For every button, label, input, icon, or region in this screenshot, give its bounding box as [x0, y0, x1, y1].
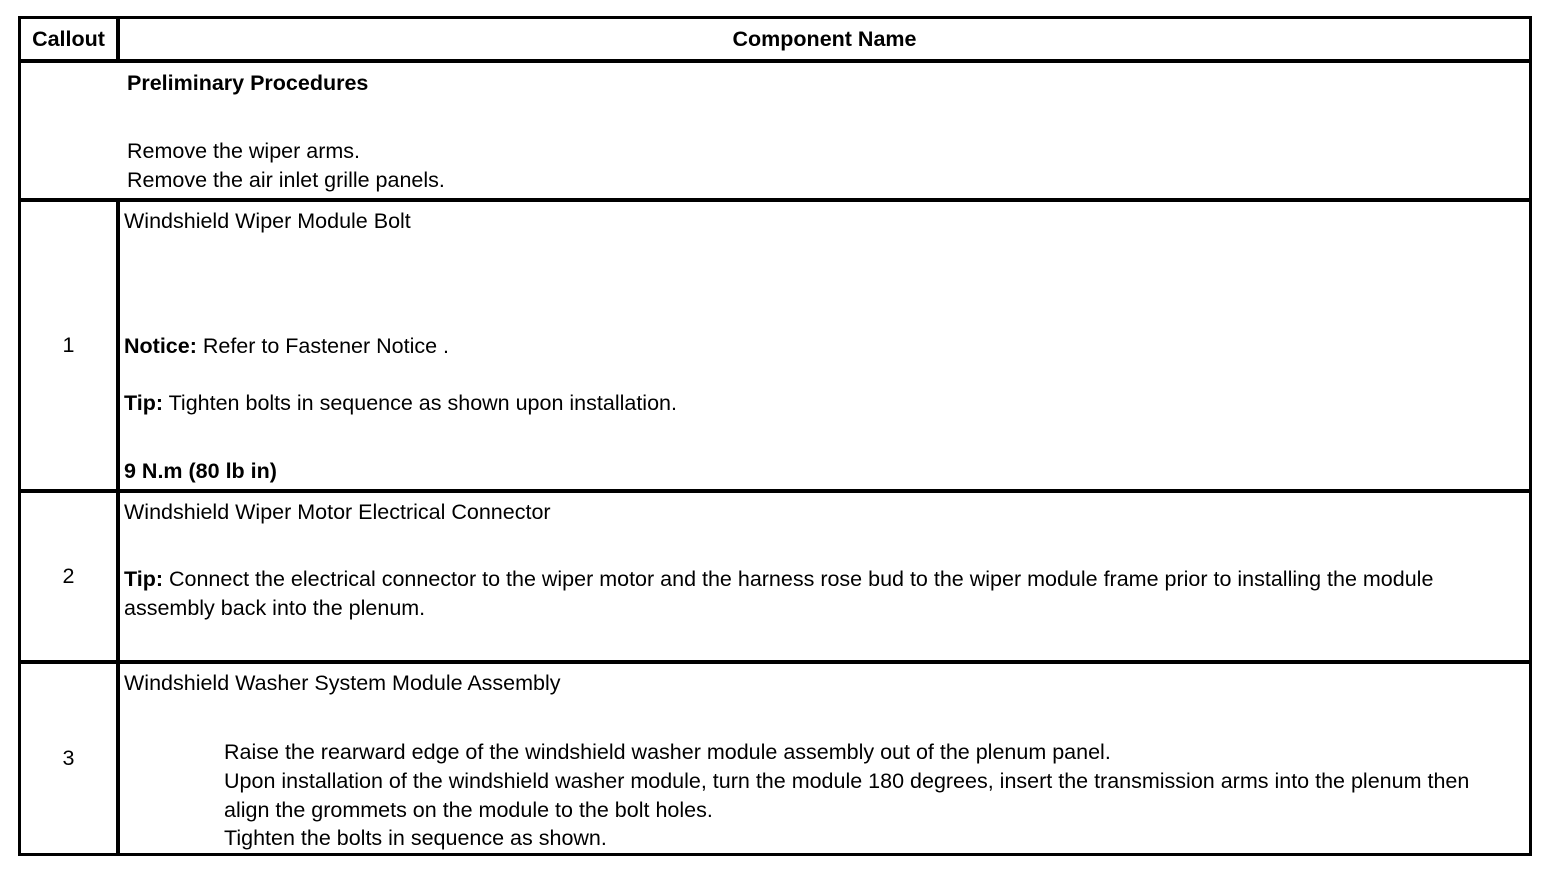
callout-number: 1	[62, 333, 75, 357]
preliminary-step: Remove the wiper arms.	[127, 139, 360, 163]
column-divider-header	[116, 19, 120, 59]
column-divider	[116, 198, 120, 853]
notice-text: Refer to Fastener Notice .	[196, 334, 450, 358]
tip-text: Connect the electrical connector to the wiper motor and the harness rose bud to the wiper module frame prior to installing the module assembly back into the plenum.	[124, 567, 1434, 620]
procedure-step: Upon installation of the windshield washer module, turn the module 180 degrees, insert the transmission arms into the plenum then align the grommets on the module to the bolt holes.	[224, 769, 1470, 822]
callout-number: 3	[62, 746, 75, 770]
procedure-step: Raise the rearward edge of the windshield washer module assembly out of the plenum panel.	[224, 740, 1111, 764]
callout-number: 2	[62, 564, 75, 588]
component-cell	[120, 493, 1529, 660]
component-name: Windshield Wiper Motor Electrical Connector	[124, 500, 551, 524]
preliminary-cell	[120, 63, 1529, 198]
header-component-name-cell	[120, 19, 1529, 59]
header-callout: Callout	[32, 26, 105, 51]
table-row	[21, 660, 1529, 853]
tip-text: Tighten bolts in sequence as shown upon installation.	[163, 391, 677, 415]
component-cell	[120, 202, 1529, 489]
preliminary-step: Remove the air inlet grille panels.	[127, 168, 445, 192]
torque-spec: 9 N.m (80 lb in)	[124, 459, 277, 483]
component-cell	[120, 664, 1529, 853]
table-row	[21, 489, 1529, 660]
notice-label: Notice:	[124, 334, 197, 358]
table-header-row	[21, 19, 1529, 59]
header-component-name: Component Name	[732, 27, 917, 51]
component-name: Windshield Wiper Module Bolt	[124, 209, 411, 233]
preliminary-title: Preliminary Procedures	[127, 71, 369, 95]
preliminary-row	[21, 59, 1529, 198]
tip-label: Tip:	[124, 391, 164, 415]
procedure-step: Tighten the bolts in sequence as shown.	[224, 826, 607, 850]
tip-label: Tip:	[124, 567, 164, 591]
tip-paragraph	[124, 565, 1519, 622]
component-name: Windshield Washer System Module Assembly	[124, 671, 561, 695]
procedure-table	[18, 16, 1532, 856]
table-row	[21, 198, 1529, 489]
tip-line	[124, 389, 677, 417]
notice-line	[124, 332, 449, 360]
